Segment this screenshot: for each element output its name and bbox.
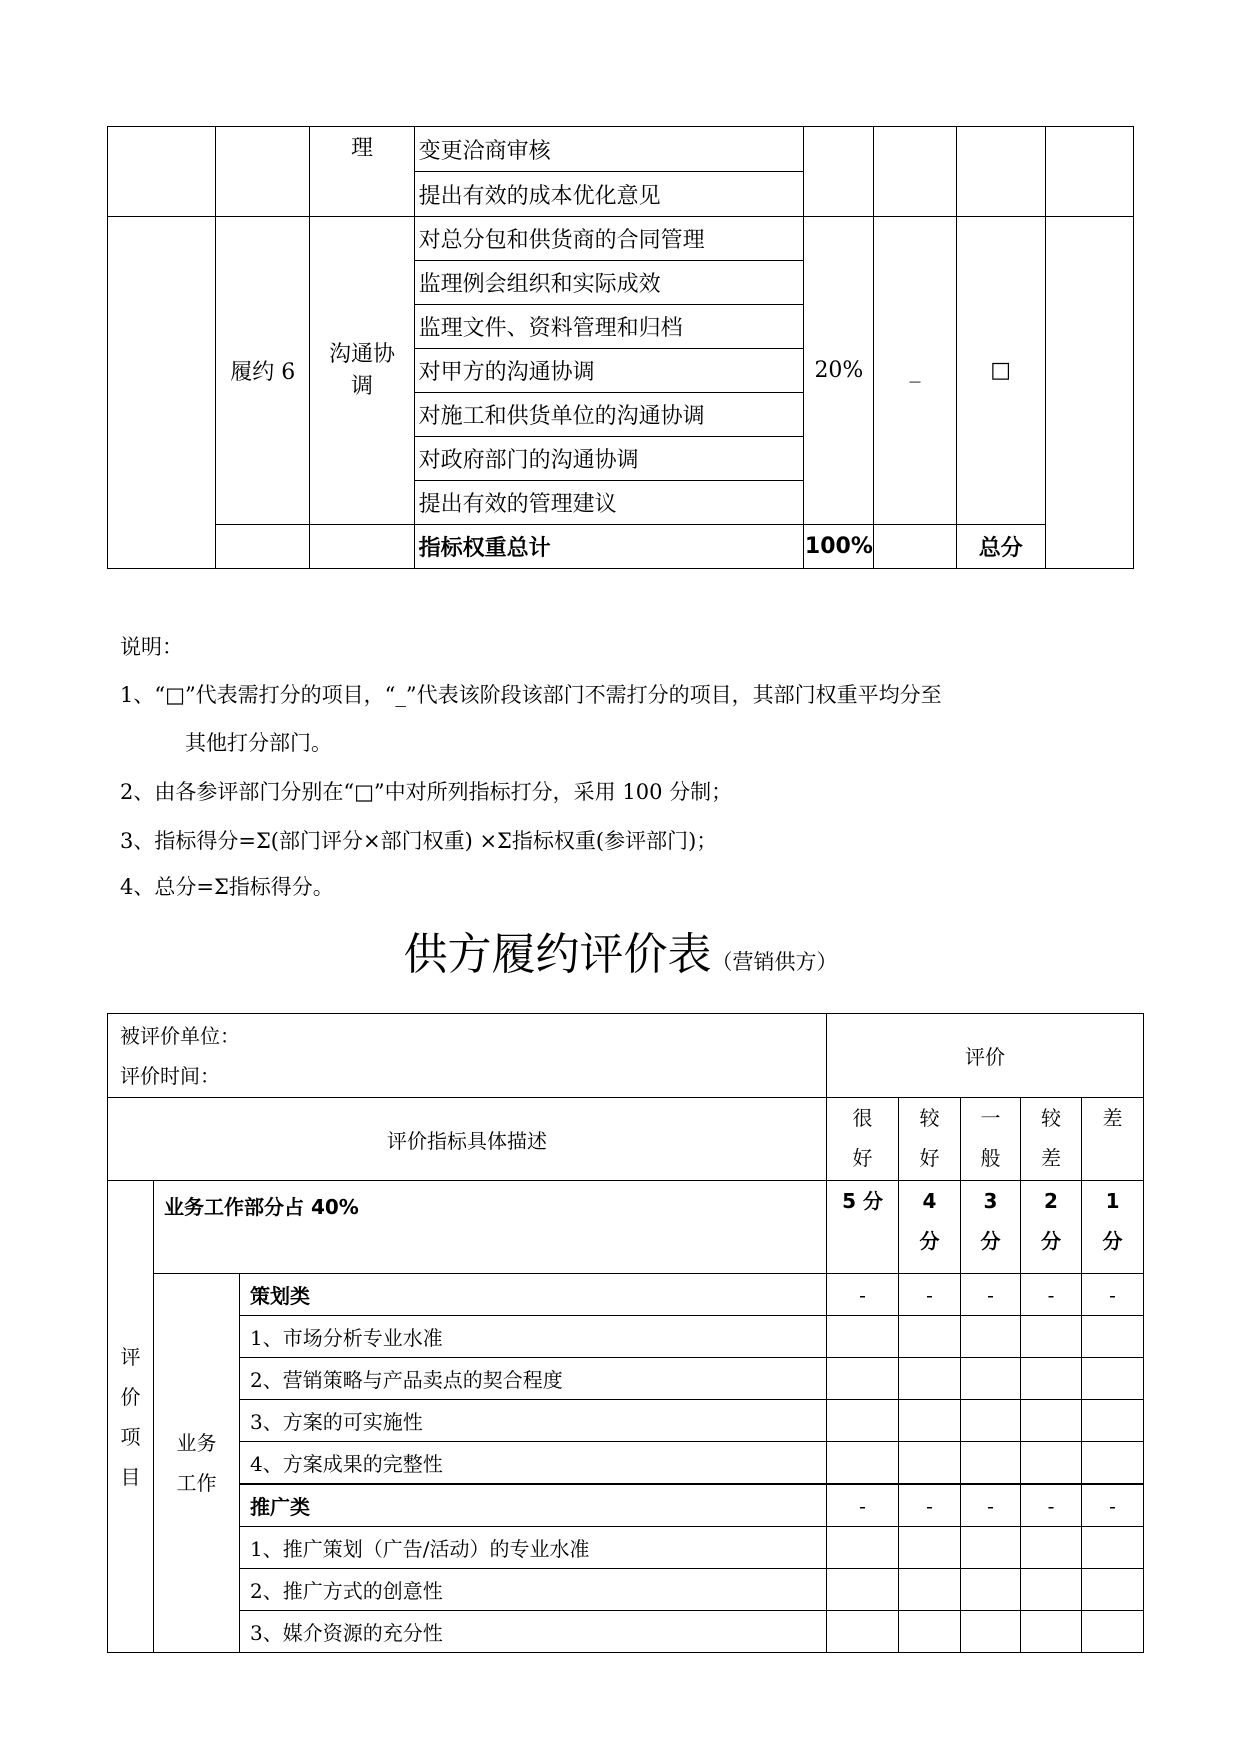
- description-header: 评价指标具体描述: [108, 1098, 827, 1181]
- form-title: [0, 918, 1241, 982]
- stage-label: 履约 6: [216, 217, 310, 525]
- dept-score-cell[interactable]: [1045, 127, 1133, 217]
- rating-cell[interactable]: [827, 1527, 899, 1569]
- rating-cell[interactable]: [1082, 1316, 1144, 1358]
- category-planning: 策划类: [240, 1274, 827, 1316]
- business-work-label: 业务 工作: [154, 1274, 240, 1653]
- rating-cell[interactable]: [827, 1400, 899, 1442]
- weight-cell: [804, 127, 874, 217]
- score-2: 2 分: [1021, 1181, 1082, 1274]
- dash-cell: -: [1082, 1274, 1144, 1316]
- dash-cell: -: [1021, 1484, 1082, 1527]
- rating-cell[interactable]: [1082, 1442, 1144, 1485]
- criterion-item: 2、营销策略与产品卖点的契合程度: [240, 1358, 827, 1400]
- grade-good: 较 好: [899, 1098, 961, 1181]
- total-score-label: 总分: [956, 525, 1045, 569]
- dash-cell: -: [1082, 1484, 1144, 1527]
- blank-cell: [108, 217, 216, 569]
- note-3: 3、指标得分=Σ(部门评分×部门权重) ×Σ指标权重(参评部门)；: [120, 829, 718, 853]
- supplier-evaluation-table: [107, 1013, 1144, 1653]
- rating-cell[interactable]: [899, 1400, 961, 1442]
- form-title-sub: （营销供方）: [711, 950, 838, 974]
- rating-cell[interactable]: [1021, 1316, 1082, 1358]
- note-1-cont: 其他打分部门。: [185, 731, 332, 755]
- index-item: 监理文件、资料管理和归档: [414, 305, 804, 349]
- blank-cell: [216, 525, 310, 569]
- index-item: 对总分包和供货商的合同管理: [414, 217, 804, 261]
- note-1: 1、“□”代表需打分的项目，“_”代表该阶段该部门不需打分的项目，其部门权重平均分至: [120, 683, 942, 707]
- rating-cell[interactable]: [899, 1316, 961, 1358]
- note-2: 2、由各参评部门分别在“□”中对所列指标打分，采用 100 分制；: [120, 780, 733, 804]
- rating-cell[interactable]: [827, 1569, 899, 1611]
- rating-cell[interactable]: [961, 1400, 1021, 1442]
- dash-cell: -: [827, 1484, 899, 1527]
- dash-cell: -: [961, 1274, 1021, 1316]
- index-item: 对甲方的沟通协调: [414, 349, 804, 393]
- rating-cell[interactable]: [1021, 1611, 1082, 1653]
- total-weight-label: 指标权重总计: [414, 525, 804, 569]
- rating-cell[interactable]: [827, 1611, 899, 1653]
- criterion-item: 3、方案的可实施性: [240, 1400, 827, 1442]
- evaluated-unit-label: 被评价单位：: [120, 1023, 240, 1048]
- notes-heading: 说明：: [120, 635, 183, 659]
- rating-cell[interactable]: [961, 1316, 1021, 1358]
- rating-cell[interactable]: [1021, 1442, 1082, 1485]
- blank-cell: [310, 525, 414, 569]
- category-promotion: 推广类: [240, 1484, 827, 1527]
- rating-cell[interactable]: [1021, 1569, 1082, 1611]
- rating-cell[interactable]: [1021, 1527, 1082, 1569]
- rating-cell[interactable]: [1082, 1358, 1144, 1400]
- dash-cell: -: [1021, 1274, 1082, 1316]
- index-item: 监理例会组织和实际成效: [414, 261, 804, 305]
- form-title-main: 供方履约评价表: [403, 929, 712, 980]
- evaluation-time-label: 评价时间：: [120, 1063, 220, 1088]
- criterion-item: 2、推广方式的创意性: [240, 1569, 827, 1611]
- blank-cell: [108, 127, 216, 217]
- weight-value: 20%: [804, 217, 874, 525]
- rating-cell[interactable]: [899, 1611, 961, 1653]
- index-item: 变更洽商审核: [414, 127, 804, 172]
- rating-cell[interactable]: [1082, 1611, 1144, 1653]
- evaluation-header: 评价: [827, 1014, 1144, 1098]
- rating-cell[interactable]: [827, 1316, 899, 1358]
- category-label: 沟通协调: [310, 217, 414, 525]
- blank-cell: [216, 127, 310, 217]
- rating-cell[interactable]: [961, 1569, 1021, 1611]
- dept-score-cell[interactable]: [874, 127, 956, 217]
- rating-cell[interactable]: [827, 1442, 899, 1485]
- rating-cell[interactable]: [899, 1442, 961, 1485]
- dash-cell: -: [899, 1274, 961, 1316]
- criterion-item: 1、推广策划（广告/活动）的专业水准: [240, 1527, 827, 1569]
- dept-not-required-mark: _: [874, 217, 956, 525]
- section-title: 业务工作部分占 40%: [154, 1181, 827, 1274]
- note-4: 4、总分=Σ指标得分。: [120, 875, 334, 899]
- category-cell-continued: 理: [310, 127, 414, 217]
- score-5: 5 分: [827, 1181, 899, 1274]
- rating-cell[interactable]: [961, 1527, 1021, 1569]
- dash-cell: -: [961, 1484, 1021, 1527]
- rating-cell[interactable]: [1082, 1569, 1144, 1611]
- rating-cell[interactable]: [1082, 1400, 1144, 1442]
- blank-cell: [874, 525, 956, 569]
- grade-poor: 较 差: [1021, 1098, 1082, 1181]
- index-item: 对政府部门的沟通协调: [414, 437, 804, 481]
- dash-cell: -: [899, 1484, 961, 1527]
- rating-cell[interactable]: [1021, 1400, 1082, 1442]
- dept-score-cell[interactable]: [956, 127, 1045, 217]
- grade-very-good: 很 好: [827, 1098, 899, 1181]
- dept-score-checkbox[interactable]: □: [956, 217, 1045, 525]
- performance-index-table: [107, 126, 1134, 569]
- rating-cell[interactable]: [1082, 1527, 1144, 1569]
- criterion-item: 3、媒介资源的充分性: [240, 1611, 827, 1653]
- rating-cell[interactable]: [899, 1358, 961, 1400]
- index-item: 提出有效的成本优化意见: [414, 172, 804, 217]
- dash-cell: -: [827, 1274, 899, 1316]
- score-3: 3 分: [961, 1181, 1021, 1274]
- rating-cell[interactable]: [899, 1569, 961, 1611]
- rating-cell[interactable]: [961, 1611, 1021, 1653]
- rating-cell[interactable]: [961, 1358, 1021, 1400]
- blank-cell: [1045, 217, 1133, 569]
- evaluation-item-label: 评 价 项 目: [108, 1181, 154, 1653]
- unit-time-cell: [108, 1014, 827, 1098]
- index-item: 提出有效的管理建议: [414, 481, 804, 525]
- rating-cell[interactable]: [899, 1527, 961, 1569]
- rating-cell[interactable]: [827, 1358, 899, 1400]
- criterion-item: 1、市场分析专业水准: [240, 1316, 827, 1358]
- index-item: 对施工和供货单位的沟通协调: [414, 393, 804, 437]
- rating-cell[interactable]: [961, 1442, 1021, 1485]
- score-1: 1 分: [1082, 1181, 1144, 1274]
- total-weight-value: 100%: [804, 525, 874, 569]
- grade-bad: 差: [1082, 1098, 1144, 1181]
- rating-cell[interactable]: [1021, 1358, 1082, 1400]
- criterion-item: 4、方案成果的完整性: [240, 1442, 827, 1485]
- score-4: 4 分: [899, 1181, 961, 1274]
- grade-average: 一 般: [961, 1098, 1021, 1181]
